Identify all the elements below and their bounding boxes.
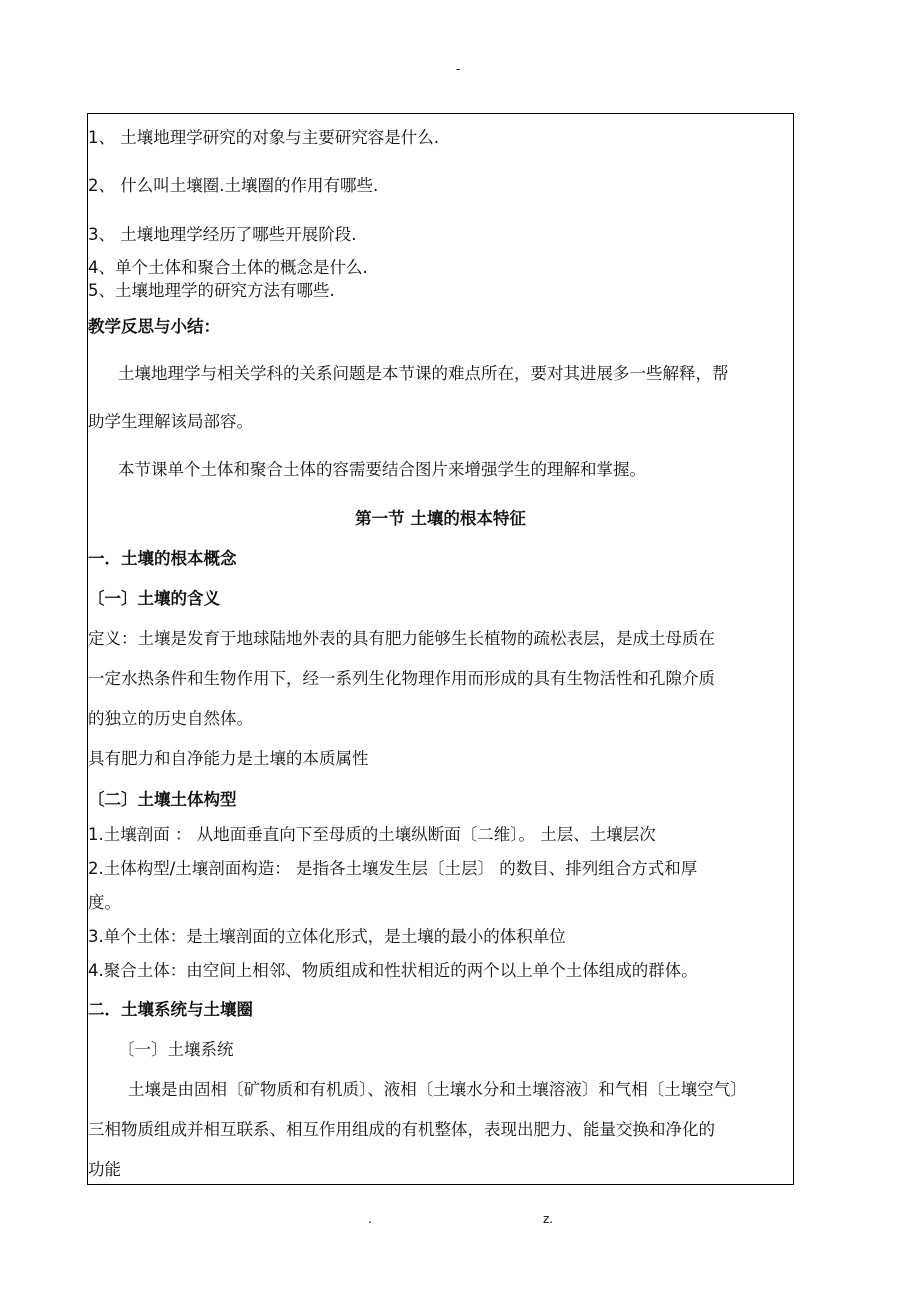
profile-item-1: 1.土壤剖面 ： 从地面垂直向下至母质的土壤纵断面〔二维〕。 土层、土壤层次 xyxy=(88,825,656,844)
heading-soil-system: 二．土壤系统与土壤圈 xyxy=(88,1000,253,1019)
footer-dot: . xyxy=(368,1212,372,1226)
system-line2: 三相物质组成并相互联系、相互作用组成的有机整体，表现出肥力、能量交换和净化的 xyxy=(88,1120,715,1139)
profile-item-4: 4.聚合土体：由空间上相邻、物质组成和性状相近的两个以上单个土体组成的群体。 xyxy=(88,961,698,980)
header-mark: - xyxy=(456,62,461,76)
definition-line2: 一定水热条件和生物作用下，经一系列生化物理作用而形成的具有生物活性和孔隙介质 xyxy=(88,669,715,688)
reflection-heading: 教学反思与小结： xyxy=(88,317,220,336)
subheading-meaning: 〔一〕土壤的含义 xyxy=(88,589,220,608)
section-title: 第一节 土壤的根本特征 xyxy=(355,509,526,528)
essential-attribute: 具有肥力和自净能力是土壤的本质属性 xyxy=(88,749,369,768)
reflection-p1-line1: 土壤地理学与相关学科的关系问题是本节课的难点所在，要对其进展多一些解释，帮 xyxy=(118,364,729,383)
question-2: 2、 什么叫土壤圈.土壤圈的作用有哪些. xyxy=(88,176,379,195)
system-line3: 功能 xyxy=(88,1160,121,1179)
footer-mark: z. xyxy=(543,1212,554,1226)
subheading-soil-system: 〔一〕土壤系统 xyxy=(118,1040,234,1059)
profile-item-3: 3.单个土体：是土壤剖面的立体化形式，是土壤的最小的体积单位 xyxy=(88,927,566,946)
subheading-profile: 〔二〕土壤土体构型 xyxy=(88,790,237,809)
profile-item-2-line1: 2.土体构型/土壤剖面构造： 是指各土壤发生层〔土层〕 的数目、排列组合方式和厚 xyxy=(88,859,698,878)
system-line1: 土壤是由固相〔矿物质和有机质〕、液相〔土壤水分和土壤溶液〕和气相〔土壤空气〕 xyxy=(128,1080,747,1099)
question-1: 1、 土壤地理学研究的对象与主要研究容是什么. xyxy=(88,128,439,147)
heading-basic-concept: 一．土壤的根本概念 xyxy=(88,549,237,568)
definition-line3: 的独立的历史自然体。 xyxy=(88,709,253,728)
question-3: 3、 土壤地理学经历了哪些开展阶段. xyxy=(88,225,357,244)
profile-item-2-line2: 度。 xyxy=(88,893,121,912)
reflection-p1-line2: 助学生理解该局部容。 xyxy=(88,412,253,431)
question-4: 4、单个土体和聚合土体的概念是什么. xyxy=(88,258,368,277)
content-frame xyxy=(87,113,794,1185)
question-5: 5、土壤地理学的研究方法有哪些. xyxy=(88,281,335,300)
definition-line1: 定义：土壤是发育于地球陆地外表的具有肥力能够生长植物的疏松表层，是成土母质在 xyxy=(88,629,715,648)
reflection-p2: 本节课单个土体和聚合土体的容需要结合图片来增强学生的理解和掌握。 xyxy=(118,460,646,479)
